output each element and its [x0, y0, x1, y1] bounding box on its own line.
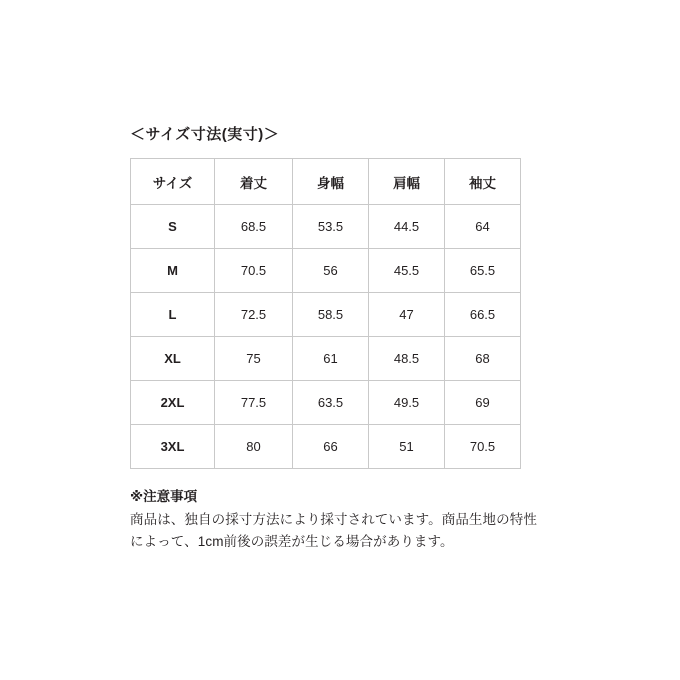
cell-length: 77.5	[215, 381, 293, 425]
cell-size: M	[131, 249, 215, 293]
cell-length: 75	[215, 337, 293, 381]
cell-sleeve: 65.5	[445, 249, 521, 293]
page-title: ＜サイズ寸法(実寸)＞	[130, 126, 280, 143]
table-row	[131, 337, 521, 381]
cell-sleeve: 68	[445, 337, 521, 381]
size-measurement-table	[130, 158, 521, 469]
cell-width: 53.5	[293, 205, 369, 249]
cell-shoulder: 48.5	[369, 337, 445, 381]
cell-sleeve: 66.5	[445, 293, 521, 337]
table-body	[131, 205, 521, 469]
column-header-length: 着丈	[215, 159, 293, 205]
cell-width: 63.5	[293, 381, 369, 425]
column-header-shoulder: 肩幅	[369, 159, 445, 205]
cell-sleeve: 64	[445, 205, 521, 249]
cell-shoulder: 44.5	[369, 205, 445, 249]
cell-shoulder: 45.5	[369, 249, 445, 293]
cell-size: 3XL	[131, 425, 215, 469]
cell-shoulder: 49.5	[369, 381, 445, 425]
cell-shoulder: 51	[369, 425, 445, 469]
notes-heading: ※注意事項	[130, 489, 198, 504]
cell-width: 61	[293, 337, 369, 381]
cell-width: 58.5	[293, 293, 369, 337]
notes-section	[130, 487, 550, 552]
cell-size: S	[131, 205, 215, 249]
cell-shoulder: 47	[369, 293, 445, 337]
content-container	[130, 126, 550, 552]
cell-width: 56	[293, 249, 369, 293]
table-row	[131, 205, 521, 249]
cell-size: 2XL	[131, 381, 215, 425]
table-header	[131, 159, 521, 205]
column-header-width: 身幅	[293, 159, 369, 205]
table-row	[131, 293, 521, 337]
notes-body: 商品は、独自の採寸方法により採寸されています。商品生地の特性によって、1cm前後の誤差が生じる場合があります。	[130, 512, 537, 549]
table-header-row	[131, 159, 521, 205]
cell-length: 68.5	[215, 205, 293, 249]
cell-length: 80	[215, 425, 293, 469]
cell-size: XL	[131, 337, 215, 381]
table-row	[131, 381, 521, 425]
cell-size: L	[131, 293, 215, 337]
cell-length: 72.5	[215, 293, 293, 337]
cell-width: 66	[293, 425, 369, 469]
column-header-sleeve: 袖丈	[445, 159, 521, 205]
cell-length: 70.5	[215, 249, 293, 293]
cell-sleeve: 70.5	[445, 425, 521, 469]
table-row	[131, 425, 521, 469]
table-row	[131, 249, 521, 293]
cell-sleeve: 69	[445, 381, 521, 425]
column-header-size: サイズ	[131, 159, 215, 205]
